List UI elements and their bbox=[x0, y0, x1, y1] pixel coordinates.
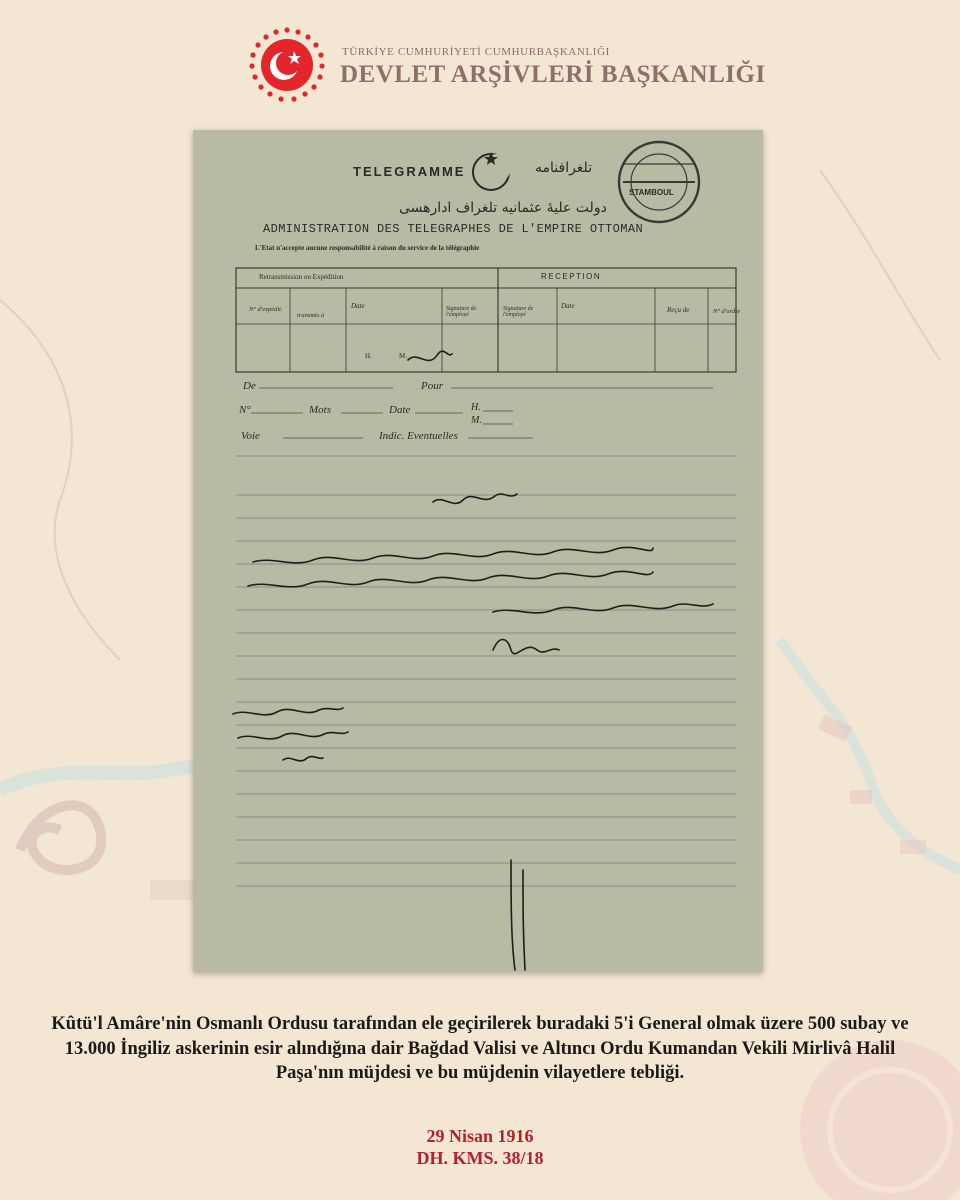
archive-reference: DH. KMS. 38/18 bbox=[416, 1148, 544, 1168]
document-date: 29 Nisan 1916 bbox=[426, 1126, 534, 1146]
telegram-heading-arabic: تلغرافنامه bbox=[535, 160, 593, 176]
handwritten-message-icon bbox=[233, 351, 713, 970]
retransmission-label: Retransmission ou Expédition bbox=[259, 273, 344, 281]
col-transmis: transmis à bbox=[297, 312, 325, 319]
field-mots: Mots bbox=[309, 404, 331, 416]
field-pour: Pour bbox=[421, 380, 443, 392]
col-no-ordre: N° d'ordre bbox=[713, 308, 741, 315]
institution-header bbox=[248, 26, 766, 106]
document-caption: Kûtü'l Amâre'nin Osmanlı Ordusu tarafından ele geçirilerek buradaki 5'i General olmak üzere 500 subay ve 13.000 İngiliz askerinin esir alındığına dair Bağdad Valisi ve Altıncı Ordu Kumandan Vekili Mirlivâ Halil Paşa'nın müjdesi ve bu müjdenin vilayetlere tebliği. bbox=[51, 1014, 909, 1083]
col-recu: Reçu de bbox=[667, 306, 690, 314]
reception-label: RECEPTION bbox=[541, 272, 602, 281]
telegram-form-lines bbox=[193, 130, 763, 972]
institution-subtitle: TÜRKİYE CUMHURİYETİ CUMHURBAŞKANLIĞI bbox=[342, 46, 610, 58]
field-indications: Indic. Eventuelles bbox=[379, 430, 458, 442]
institution-title: DEVLET ARŞİVLERİ BAŞKANLIĞI bbox=[340, 61, 766, 88]
col-signature: Signature de l'employé bbox=[446, 306, 477, 318]
telegram-heading: TELEGRAMME bbox=[353, 164, 466, 179]
field-voie: Voie bbox=[241, 430, 260, 442]
col-signature-reception: Signature de l'employé bbox=[503, 306, 534, 318]
field-hour: H. bbox=[471, 402, 481, 413]
postmark-stamp-icon bbox=[619, 142, 699, 222]
crescent-icon bbox=[473, 152, 511, 190]
administration-french: ADMINISTRATION DES TELEGRAPHES DE L'EMPIRE OTTOMAN bbox=[263, 222, 644, 236]
telegram-document bbox=[193, 130, 763, 972]
col-no-expedit: N° d'expédit. bbox=[249, 306, 283, 313]
disclaimer-text: L'Etat n'accepte aucune responsabilité à raison du service de la télégraphie bbox=[255, 244, 480, 252]
col-date-reception: Date bbox=[561, 302, 575, 310]
administration-arabic: دولت عليهٔ عثمانيه تلغراف ادارهسى bbox=[399, 200, 607, 216]
field-minute: M. bbox=[471, 415, 482, 426]
col-date: Date bbox=[351, 302, 365, 310]
table-hour-label: H. bbox=[365, 352, 372, 360]
stamp-city: STAMBOUL bbox=[629, 188, 674, 197]
presidency-emblem-icon bbox=[248, 26, 326, 104]
table-minute-label: M. bbox=[399, 352, 407, 360]
field-date: Date bbox=[389, 404, 411, 416]
field-no: N° bbox=[239, 404, 251, 416]
field-de: De bbox=[243, 380, 256, 392]
